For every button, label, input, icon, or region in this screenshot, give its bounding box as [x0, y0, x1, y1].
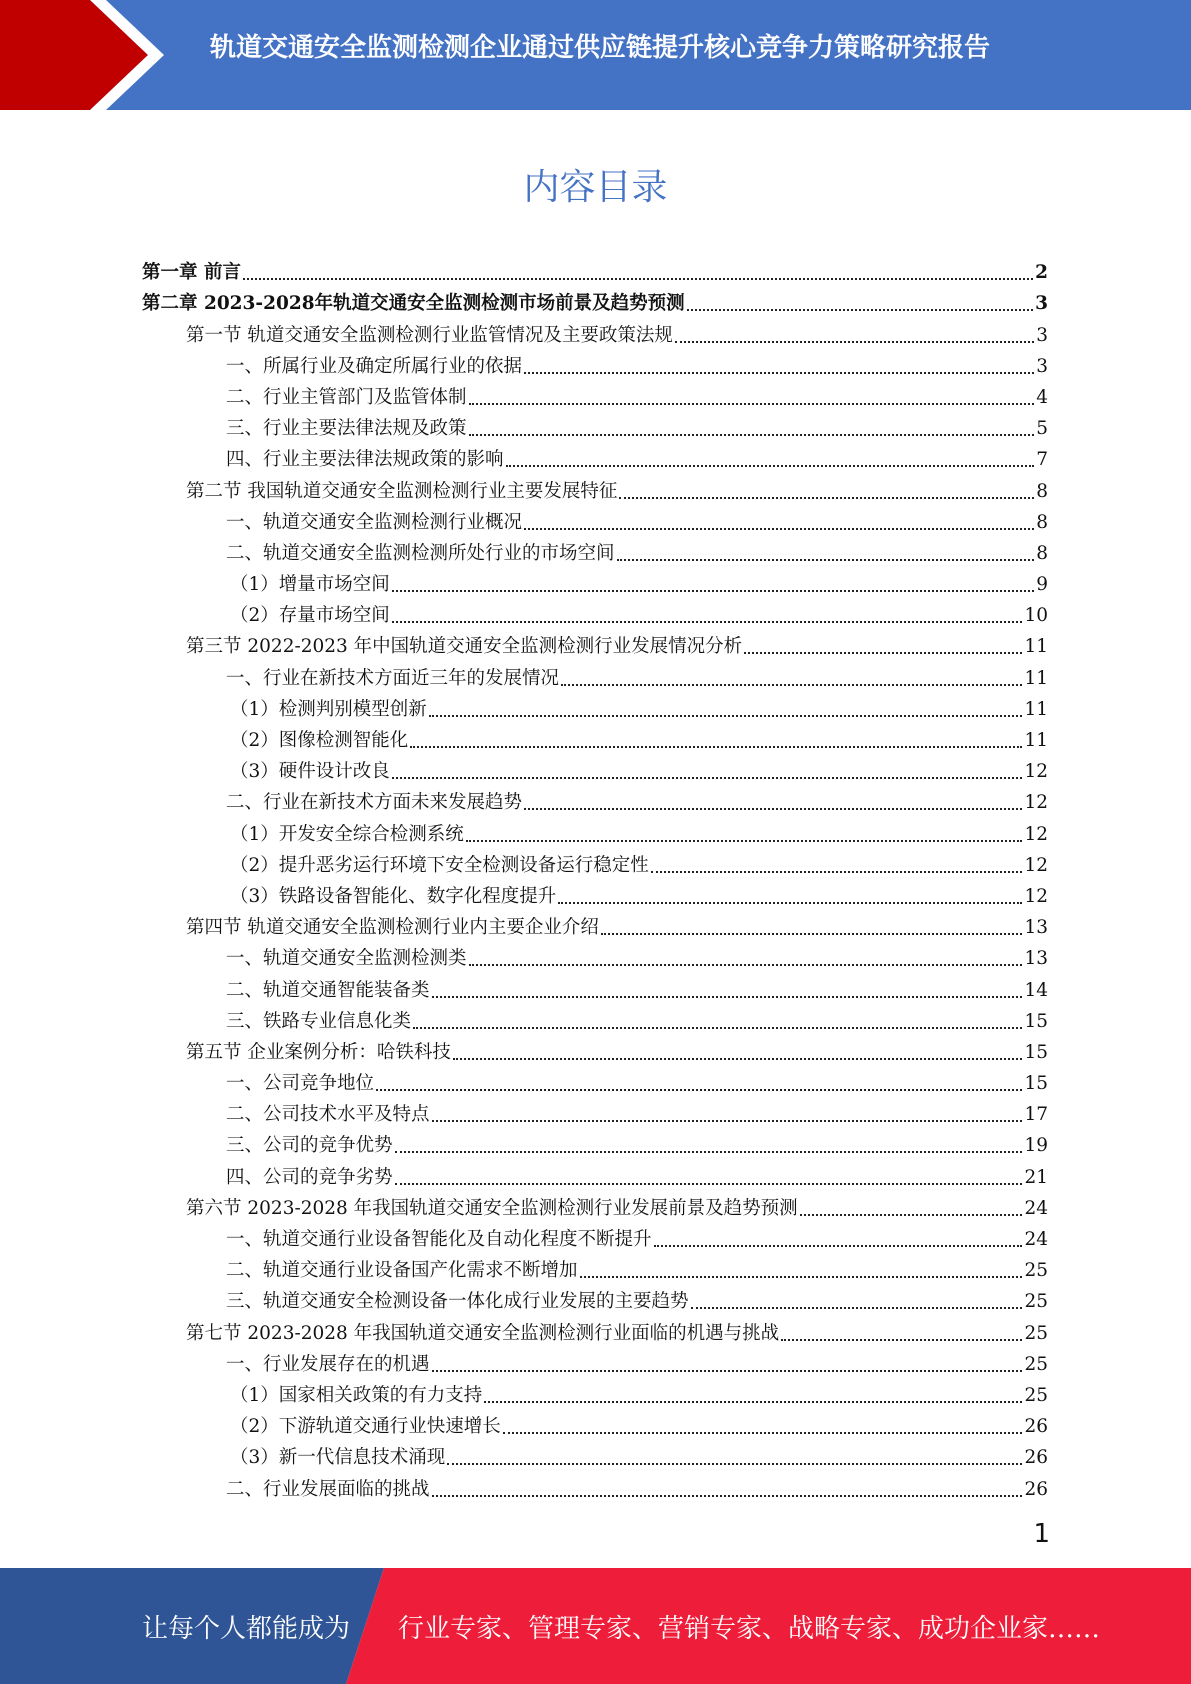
- table-of-contents: [142, 254, 1048, 1502]
- toc-entry[interactable]: [142, 1127, 1048, 1158]
- dot-leader: [617, 559, 1035, 561]
- dot-leader: [503, 1432, 1023, 1434]
- toc-entry-page: 8: [1036, 511, 1048, 533]
- toc-entry-page: 25: [1024, 1384, 1048, 1406]
- dot-leader: [691, 1307, 1023, 1309]
- toc-entry-title: （1）增量市场空间: [230, 574, 390, 596]
- toc-entry[interactable]: [142, 815, 1048, 846]
- dot-leader: [410, 746, 1022, 748]
- toc-entry-title: 第五节 企业案例分析：哈铁科技: [186, 1041, 451, 1063]
- toc-entry-title: 四、行业主要法律法规政策的影响: [226, 449, 504, 471]
- toc-entry-title: 第一节 轨道交通安全监测检测行业监管情况及主要政策法规: [186, 324, 673, 346]
- toc-entry-page: 12: [1024, 792, 1048, 814]
- toc-entry-title: 第四节 轨道交通安全监测检测行业内主要企业介绍: [186, 917, 599, 939]
- dot-leader: [484, 1401, 1022, 1403]
- dot-leader: [453, 1058, 1023, 1060]
- toc-entry-page: 11: [1024, 698, 1048, 720]
- toc-entry[interactable]: [142, 535, 1048, 566]
- dot-leader: [654, 1245, 1023, 1247]
- toc-entry-title: （3）铁路设备智能化、数字化程度提升: [230, 885, 557, 907]
- dot-leader: [469, 964, 1023, 966]
- toc-entry-page: 5: [1036, 418, 1048, 440]
- report-title: 轨道交通安全监测检测企业通过供应链提升核心竞争力策略研究报告: [209, 33, 990, 63]
- toc-entry-page: 4: [1036, 386, 1048, 408]
- toc-entry-title: 二、行业发展面临的挑战: [226, 1478, 430, 1500]
- dot-leader: [524, 372, 1034, 374]
- toc-entry-title: （1）开发安全综合检测系统: [230, 823, 464, 845]
- toc-entry[interactable]: [142, 659, 1048, 690]
- toc-entry-title: 三、行业主要法律法规及政策: [226, 418, 467, 440]
- toc-entry-page: 10: [1024, 605, 1048, 627]
- footer-band: [0, 1568, 1191, 1684]
- dot-leader: [376, 1089, 1022, 1091]
- toc-entry-page: 8: [1036, 542, 1048, 564]
- toc-entry-title: 四、公司的竞争劣势: [226, 1166, 393, 1188]
- toc-entry-page: 25: [1024, 1291, 1048, 1313]
- toc-entry-page: 24: [1024, 1197, 1048, 1219]
- toc-entry-title: （3）硬件设计改良: [230, 761, 390, 783]
- toc-entry-page: 3: [1036, 355, 1048, 377]
- dot-leader: [432, 1495, 1023, 1497]
- toc-entry-page: 3: [1035, 293, 1048, 315]
- toc-entry-title: （2）提升恶劣运行环境下安全检测设备运行稳定性: [230, 854, 649, 876]
- toc-entry[interactable]: [142, 1221, 1048, 1252]
- toc-entry-page: 25: [1024, 1322, 1048, 1344]
- dot-leader: [675, 341, 1034, 343]
- toc-entry-page: 26: [1024, 1416, 1048, 1438]
- toc-entry[interactable]: [142, 379, 1048, 410]
- dot-leader: [392, 777, 1023, 779]
- toc-entry[interactable]: [142, 722, 1048, 753]
- toc-entry-page: 26: [1024, 1478, 1048, 1500]
- footer-slogan-left: 让每个人都能成为: [142, 1614, 351, 1644]
- dot-leader: [447, 1463, 1022, 1465]
- toc-entry-page: 13: [1024, 917, 1048, 939]
- dot-leader: [395, 1183, 1023, 1185]
- toc-entry-title: 第二节 我国轨道交通安全监测检测行业主要发展特征: [186, 480, 618, 502]
- dot-leader: [392, 590, 1034, 592]
- red-arrow-shape: [0, 0, 148, 110]
- toc-entry[interactable]: [142, 504, 1048, 535]
- toc-entry-page: 7: [1036, 449, 1048, 471]
- toc-entry-title: 一、所属行业及确定所属行业的依据: [226, 355, 523, 377]
- toc-entry-page: 19: [1024, 1135, 1048, 1157]
- toc-entry-page: 21: [1024, 1166, 1048, 1188]
- dot-leader: [432, 1370, 1023, 1372]
- toc-entry-page: 12: [1024, 854, 1048, 876]
- toc-entry-title: 第二章 2023-2028年轨道交通安全监测检测市场前景及趋势预测: [142, 293, 685, 315]
- toc-entry-title: （2）存量市场空间: [230, 605, 390, 627]
- toc-entry-title: 一、行业在新技术方面近三年的发展情况: [226, 667, 560, 689]
- dot-leader: [395, 1151, 1023, 1153]
- toc-entry-page: 12: [1024, 761, 1048, 783]
- toc-entry-page: 25: [1024, 1260, 1048, 1282]
- page-number: 1: [1033, 1519, 1050, 1549]
- dot-leader: [687, 309, 1034, 311]
- dot-leader: [601, 933, 1023, 935]
- toc-heading: 内容目录: [523, 167, 668, 208]
- toc-entry[interactable]: [142, 316, 1048, 347]
- toc-entry-page: 26: [1024, 1447, 1048, 1469]
- toc-entry[interactable]: [142, 628, 1048, 659]
- dot-leader: [506, 465, 1035, 467]
- toc-entry-page: 13: [1024, 948, 1048, 970]
- toc-entry-title: （1）检测判别模型创新: [230, 698, 427, 720]
- toc-entry[interactable]: [142, 753, 1048, 784]
- dot-leader: [651, 871, 1023, 873]
- dot-leader: [561, 684, 1022, 686]
- toc-entry-title: 二、公司技术水平及特点: [226, 1104, 430, 1126]
- header-band: [0, 0, 1191, 110]
- toc-entry[interactable]: [142, 878, 1048, 909]
- dot-leader: [243, 278, 1033, 280]
- toc-entry-page: 11: [1024, 636, 1048, 658]
- toc-entry[interactable]: [142, 1252, 1048, 1283]
- toc-entry-page: 11: [1024, 730, 1048, 751]
- dot-leader: [432, 1120, 1023, 1122]
- dot-leader: [744, 652, 1022, 654]
- toc-entry-title: 二、轨道交通智能装备类: [226, 979, 430, 1001]
- toc-entry-page: 9: [1036, 574, 1048, 596]
- dot-leader: [619, 497, 1034, 499]
- toc-entry[interactable]: [142, 566, 1048, 597]
- toc-entry-title: （2）下游轨道交通行业快速增长: [230, 1416, 501, 1438]
- toc-entry-title: 第七节 2023-2028 年我国轨道交通安全监测检测行业面临的机遇与挑战: [186, 1322, 780, 1344]
- toc-entry[interactable]: [142, 254, 1048, 285]
- toc-entry-page: 15: [1024, 1073, 1048, 1095]
- toc-entry-title: 第六节 2023-2028 年我国轨道交通安全监测检测行业发展前景及趋势预测: [186, 1197, 798, 1219]
- toc-entry-page: 2: [1035, 262, 1048, 284]
- dot-leader: [429, 715, 1023, 717]
- toc-entry[interactable]: [142, 847, 1048, 878]
- toc-entry-title: 二、行业主管部门及监管体制: [226, 386, 467, 408]
- toc-entry-title: 三、轨道交通安全检测设备一体化成行业发展的主要趋势: [226, 1291, 689, 1313]
- toc-entry-page: 15: [1024, 1010, 1048, 1032]
- toc-entry[interactable]: [142, 1003, 1048, 1034]
- toc-entry-title: 一、轨道交通安全监测检测行业概况: [226, 511, 523, 533]
- toc-entry-title: 二、行业在新技术方面未来发展趋势: [226, 792, 523, 814]
- toc-entry-title: 三、铁路专业信息化类: [226, 1010, 412, 1032]
- dot-leader: [469, 434, 1035, 436]
- toc-entry[interactable]: [142, 285, 1048, 316]
- toc-entry[interactable]: [142, 909, 1048, 940]
- dot-leader: [524, 528, 1034, 530]
- dot-leader: [466, 840, 1023, 842]
- toc-entry[interactable]: [142, 1096, 1048, 1127]
- toc-entry-page: 15: [1024, 1041, 1048, 1063]
- toc-entry[interactable]: [142, 691, 1048, 722]
- toc-entry-page: 24: [1024, 1229, 1048, 1250]
- toc-entry[interactable]: [142, 1346, 1048, 1377]
- toc-entry[interactable]: [142, 940, 1048, 971]
- toc-entry[interactable]: [142, 1034, 1048, 1065]
- toc-entry-title: 第三节 2022-2023 年中国轨道交通安全监测检测行业发展情况分析: [186, 636, 743, 658]
- toc-entry[interactable]: [142, 1408, 1048, 1439]
- toc-entry-title: 一、公司竞争地位: [226, 1073, 375, 1095]
- toc-entry[interactable]: [142, 472, 1048, 503]
- toc-entry-title: 三、公司的竞争优势: [226, 1135, 393, 1157]
- toc-entry-page: 3: [1036, 324, 1048, 346]
- toc-entry[interactable]: [142, 1158, 1048, 1189]
- toc-entry[interactable]: [142, 1065, 1048, 1096]
- toc-entry[interactable]: [142, 1439, 1048, 1470]
- dot-leader: [580, 1276, 1023, 1278]
- toc-entry-page: 14: [1024, 979, 1048, 1001]
- dot-leader: [413, 1027, 1022, 1029]
- dot-leader: [524, 808, 1022, 810]
- toc-entry-title: 一、行业发展存在的机遇: [226, 1353, 430, 1375]
- toc-entry-page: 12: [1024, 823, 1048, 845]
- dot-leader: [781, 1339, 1022, 1341]
- toc-entry-title: （1）国家相关政策的有力支持: [230, 1384, 483, 1406]
- toc-entry[interactable]: [142, 441, 1048, 472]
- toc-entry-title: 一、轨道交通安全监测检测类: [226, 948, 467, 970]
- toc-entry-title: （2）图像检测智能化: [230, 730, 409, 751]
- dot-leader: [392, 621, 1023, 623]
- toc-entry-title: （3）新一代信息技术涌现: [230, 1447, 446, 1469]
- toc-entry-title: 二、轨道交通安全监测检测所处行业的市场空间: [226, 542, 615, 564]
- toc-entry-title: 一、轨道交通行业设备智能化及自动化程度不断提升: [226, 1229, 652, 1250]
- toc-entry-page: 25: [1024, 1353, 1048, 1375]
- toc-entry-page: 17: [1024, 1104, 1048, 1126]
- footer-slogan-right: 行业专家、管理专家、营销专家、战略专家、成功企业家……: [398, 1614, 1101, 1644]
- toc-entry-page: 11: [1024, 667, 1048, 689]
- dot-leader: [432, 996, 1023, 998]
- toc-entry[interactable]: [142, 348, 1048, 379]
- toc-entry[interactable]: [142, 1314, 1048, 1345]
- toc-entry[interactable]: [142, 1470, 1048, 1501]
- dot-leader: [800, 1214, 1023, 1216]
- toc-entry[interactable]: [142, 1190, 1048, 1221]
- toc-entry-title: 二、轨道交通行业设备国产化需求不断增加: [226, 1260, 578, 1282]
- toc-entry[interactable]: [142, 971, 1048, 1002]
- toc-entry[interactable]: [142, 1283, 1048, 1314]
- dot-leader: [558, 902, 1022, 904]
- toc-entry-page: 12: [1024, 885, 1048, 907]
- dot-leader: [469, 403, 1035, 405]
- toc-entry[interactable]: [142, 597, 1048, 628]
- toc-entry[interactable]: [142, 410, 1048, 441]
- toc-entry[interactable]: [142, 784, 1048, 815]
- toc-entry-title: 第一章 前言: [142, 262, 241, 284]
- toc-entry[interactable]: [142, 1377, 1048, 1408]
- toc-entry-page: 8: [1036, 480, 1048, 502]
